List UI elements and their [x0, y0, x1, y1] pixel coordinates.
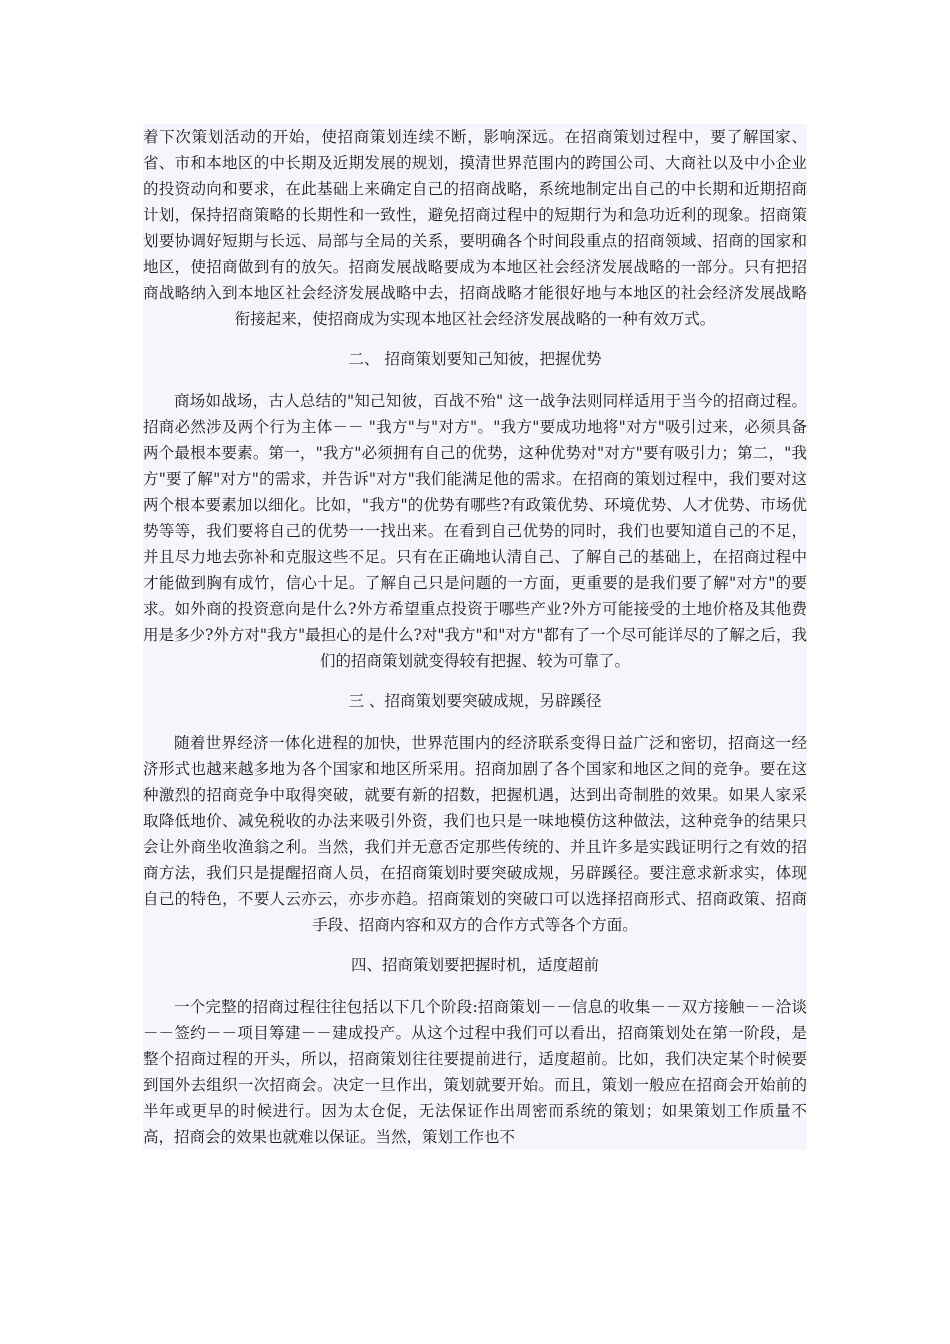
- document-body: [143, 124, 807, 1150]
- spacer: [143, 332, 807, 346]
- section-heading-4: 四、招商策划要把握时机，适度超前: [350, 956, 599, 974]
- paragraph-intro: 着下次策划活动的开始，使招商策划连续不断，影响深远。在招商策划过程中，要了解国家、省、市和本地区的中长期及近期发展的规划，摸清世界范围内的跨国公司、大商社以及中小企业的投资动向和要求，在此基础上来确定自己的招商战略，系统地制定出自己的中长期和近期招商计划，保持招商策略的长期性和一致性，避免招商过程中的短期行为和急功近利的现象。招商策划要协调好短期与长远、局部与全局的关系，要明确各个时间段重点的招商领域、招商的国家和地区，使招商做到有的放矢。招商发展战略要成为本地区社会经济发展战略的一部分。只有把招商战略纳入到本地区社会经济发展战略中去，招商战略才能很好地与本地区的社会经济发展战略衔接起来，使招商成为实现本地区社会经济发展战略的一种有效万式。: [143, 128, 807, 328]
- paragraph-section-4: 一个完整的招商过程往往包括以下几个阶段:招商策划－－信息的收集－－双方接触－－洽谈－－签约－－项目筹建－－建成投产。从这个过程中我们可以看出，招商策划处在第一阶段，是整个招商过程的开头，所以，招商策划往往要提前进行，适度超前。比如，我们决定某个时候要到国外去组织一次招商会。决定一旦作出，策划就要开始。而且，策划一般应在招商会开始前的半年或更早的时候进行。因为太仓促，无法保证作出周密而系统的策划；如果策划工作质量不高，招商会的效果也就难以保证。当然，策划工作也不: [143, 998, 807, 1146]
- section-heading-2: 二、 招商策划要知己知彼，把握优势: [348, 350, 602, 368]
- spacer: [143, 938, 807, 952]
- spacer: [143, 674, 807, 688]
- spacer: [143, 372, 807, 388]
- spacer: [143, 978, 807, 994]
- paragraph-section-2: 商场如战场，古人总结的"知己知彼，百战不殆" 这一战争法则同样适用于当今的招商过程。招商必然涉及两个行为主体－－ "我方"与"对方"。"我方"要成功地将"对方"吸引过来，必须具备两个最根本要素。第一，"我方"必须拥有自己的优势，这种优势对"对方"要有吸引力；第二，"我方"要了解"对方"的需求，并告诉"对方"我们能满足他的需求。在招商的策划过程中，我们要对这两个根本要素加以细化。比如，"我方"的优势有哪些?有政策优势、环境优势、人才优势、市场优势等等，我们要将自己的优势一一找出来。在看到自己优势的同时，我们也要知道自己的不足，并且尽力地去弥补和克服这些不足。只有在正确地认清自己、了解自己的基础上，在招商过程中才能做到胸有成竹，信心十足。了解自己只是问题的一方面，更重要的是我们要了解"对方"的要求。如外商的投资意向是什么?外方希望重点投资于哪些产业?外方可能接受的土地价格及其他费用是多少?外方对"我方"最担心的是什么?对"我方"和"对方"都有了一个尽可能详尽的了解之后，我们的招商策划就变得较有把握、较为可靠了。: [143, 392, 807, 670]
- spacer: [143, 714, 807, 730]
- section-heading-3: 三 、招商策划要突破成规，另辟蹊径: [348, 692, 602, 710]
- paragraph-section-3: 随着世界经济一体化进程的加快，世界范围内的经济联系变得日益广泛和密切，招商这一经济形式也越来越多地为各个国家和地区所采用。招商加剧了各个国家和地区之间的竞争。要在这种激烈的招商竞争中取得突破，就要有新的招数，把握机遇，达到出奇制胜的效果。如果人家采取降低地价、减免税收的办法来吸引外资，我们也只是一味地模仿这种做法，这种竞争的结果只会让外商坐收渔翁之利。当然，我们并无意否定那些传统的、并且许多是实践证明行之有效的招商方法，我们只是提醒招商人员，在招商策划时要突破成规，另辟蹊径。要注意求新求实，体现自己的特色，不要人云亦云，亦步亦趋。招商策划的突破口可以选择招商形式、招商政策、招商手段、招商内容和双方的合作方式等各个方面。: [143, 734, 807, 934]
